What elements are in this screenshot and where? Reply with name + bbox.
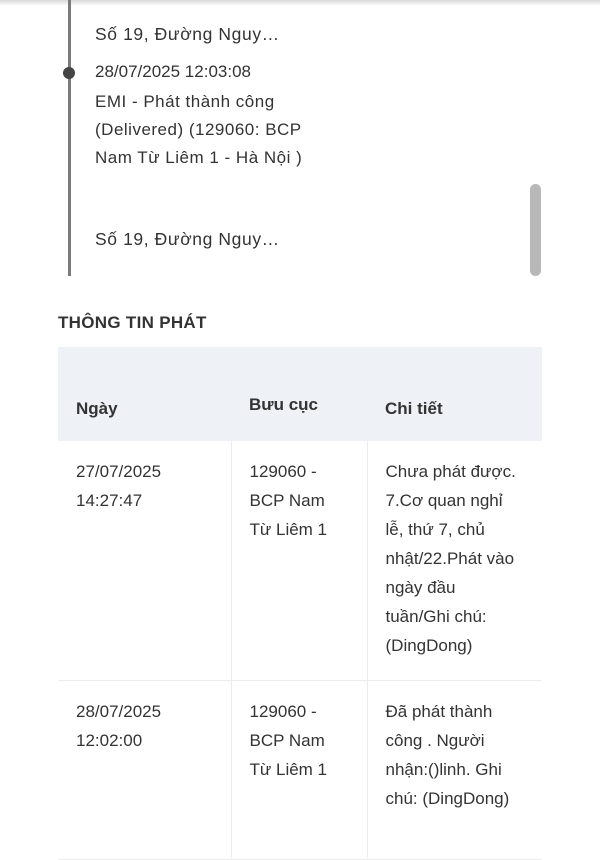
cell-office: 129060 - BCP Nam Từ Liêm 1 bbox=[231, 681, 367, 860]
cell-office: 129060 - BCP Nam Từ Liêm 1 bbox=[231, 441, 367, 681]
column-header-office-label: Bưu cục bbox=[249, 395, 318, 414]
cell-detail: Đã phát thành công . Người nhận:()linh. Ghi chú: (DingDong) bbox=[367, 681, 542, 860]
column-header-date: Ngày bbox=[58, 347, 231, 441]
cell-date: 28/07/2025 12:02:00 bbox=[58, 681, 231, 860]
column-header-office bbox=[231, 347, 367, 441]
tracking-timeline[interactable] bbox=[0, 0, 600, 282]
delivery-info-table bbox=[58, 347, 542, 860]
timeline-scrollbar[interactable] bbox=[530, 184, 541, 276]
address-top: Số 19, Đường Nguy… bbox=[95, 24, 280, 44]
cell-detail: Chưa phát được. 7.Cơ quan nghỉ lễ, thứ 7, chủ nhật/22.Phát vào ngày đầu tuần/Ghi chú: (DingDong) bbox=[367, 441, 542, 681]
event-time: 28/07/2025 12:03:08 bbox=[95, 62, 251, 81]
address-bottom: Số 19, Đường Nguy… bbox=[95, 229, 280, 249]
event-description: EMI - Phát thành công (Delivered) (129060: BCP Nam Từ Liêm 1 - Hà Nội ) bbox=[95, 92, 303, 167]
cell-date: 27/07/2025 14:27:47 bbox=[58, 441, 231, 681]
section-title-delivery-info: THÔNG TIN PHÁT bbox=[58, 313, 207, 332]
table-row bbox=[58, 441, 542, 681]
table-row bbox=[58, 681, 542, 860]
timeline-dot bbox=[63, 67, 75, 79]
timeline-line bbox=[68, 0, 71, 276]
column-header-detail: Chi tiết bbox=[367, 347, 542, 441]
table-header-row bbox=[58, 347, 542, 441]
